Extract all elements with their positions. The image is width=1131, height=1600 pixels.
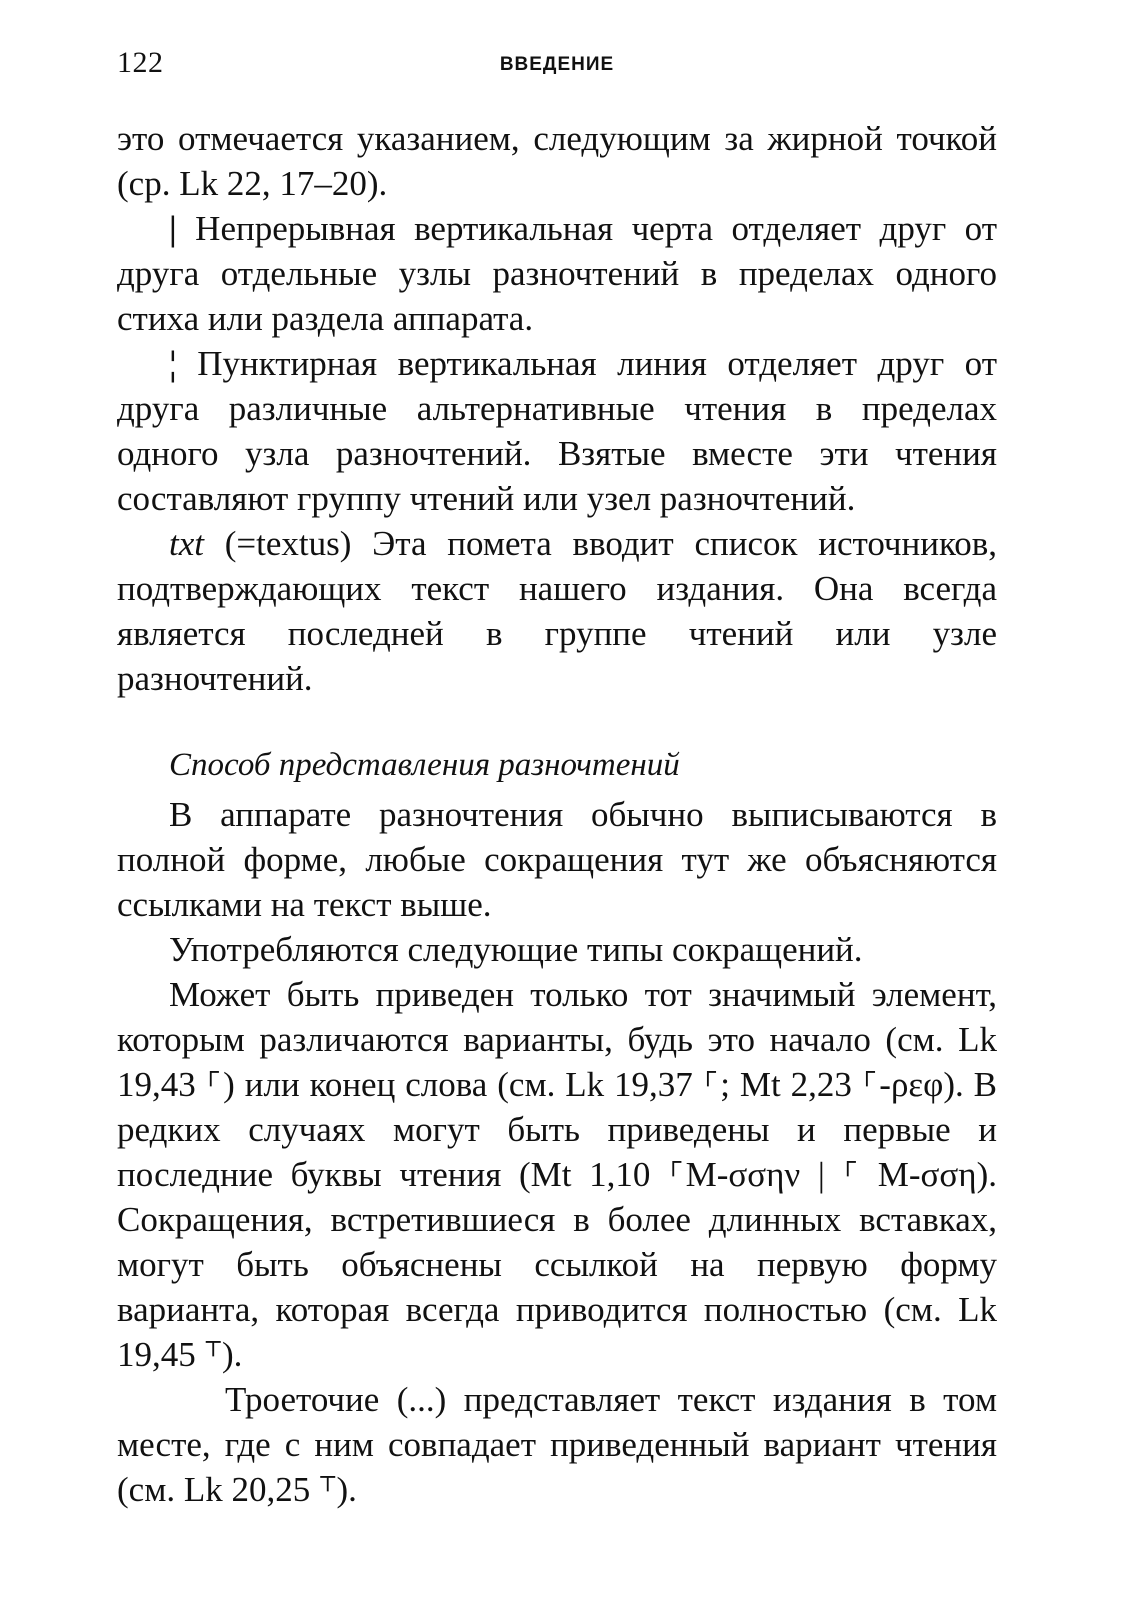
dashed-bar-symbol: ¦ xyxy=(169,344,177,383)
paragraph-text: Пунктирная вертикальная линия отделяет друг от друга различные альтернативные чтения в пределах одного узла разночтений. Взятые вместе эти чтения составляют группу чтений или узел разночтений. xyxy=(117,344,997,518)
paragraph-dashed-bar xyxy=(117,341,997,521)
paragraph-solid-bar xyxy=(117,206,997,341)
paragraph-text: (=textus) Эта помета вводит список источников, подтверждающих текст нашего издания. Она всегда является последней в группе чтений или узле разночтений. xyxy=(117,524,997,698)
paragraph-apparatus: В аппарате разночтения обычно выписываются в полной форме, любые сокращения тут же объясняются ссылками на текст выше. xyxy=(117,795,997,924)
body-text xyxy=(117,116,997,1512)
solid-bar-symbol: | xyxy=(169,209,177,248)
paragraph-abbreviations: Употребляются следующие типы сокращений. xyxy=(169,930,863,969)
section-heading: Способ представления разночтений xyxy=(169,747,680,783)
running-head xyxy=(117,40,997,90)
paragraph-continuation: это отмечается указанием, следующим за жирной точкой (ср. Lk 22, 17–20). xyxy=(117,119,997,203)
paragraph-significant-element: Может быть приведен только тот значимый элемент, которым различаются варианты, будь это начало (см. Lk 19,43 ⸀) или конец слова (см. Lk 19,37 ⸀; Mt 2,23 ⸀-ρεφ). В редких случаях могут быть приведены и первые и последние буквы чтения (Mt 1,10 ⸀Μ-σσην | ⸀ Μ-σση). Сокращения, встретившиеся в более длинных вставках, могут быть объяснены ссылкой на первую форму варианта, которая всегда приводится полностью (см. Lk 19,45 ⸆). xyxy=(117,975,997,1374)
book-page xyxy=(117,40,997,1512)
paragraph-ellipsis: Троеточие (...) представляет текст издания в том месте, где с ним совпадает приведенный вариант чтения (см. Lk 20,25 ⸆). xyxy=(117,1380,997,1509)
paragraph-txt xyxy=(117,521,997,701)
chapter-title: ВВЕДЕНИЕ xyxy=(499,54,615,75)
paragraph-text: Непрерывная вертикальная черта отделяет друг от друга отдельные узлы разночтений в пределах одного стиха или раздела аппарата. xyxy=(117,209,997,338)
page-number: 122 xyxy=(117,46,164,79)
txt-term: txt xyxy=(169,524,204,563)
